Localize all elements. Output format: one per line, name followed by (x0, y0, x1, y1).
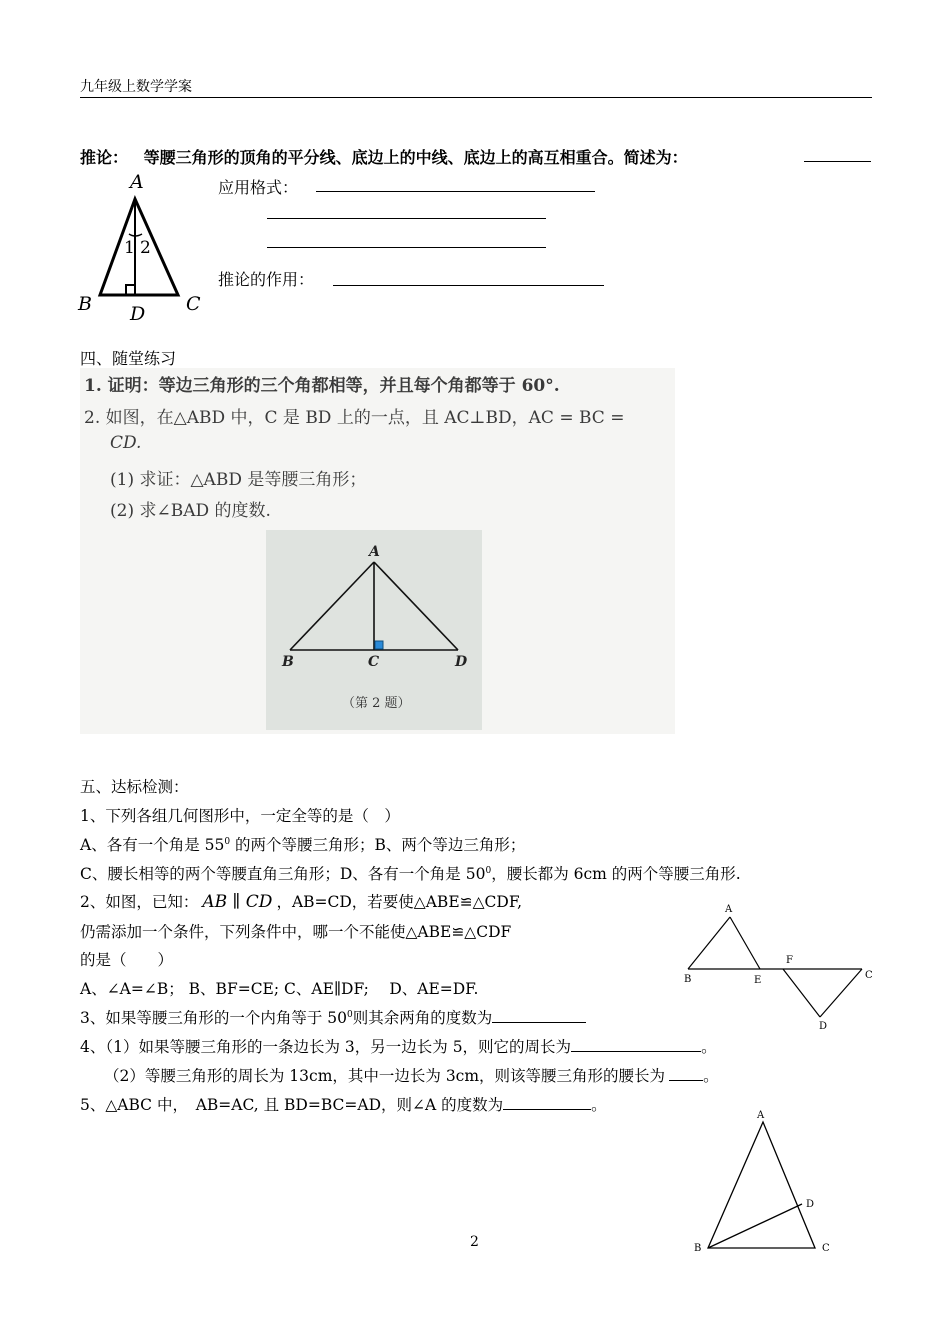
page-number: 2 (470, 1234, 479, 1250)
test-q4-1: 4、（1）如果等腰三角形的一条边长为 3，另一边长为 5，则它的周长为 。 (80, 1038, 717, 1056)
fig-label-b: B (282, 654, 294, 670)
q3-blank (492, 1008, 586, 1023)
test-q2-line2: 仍需添加一个条件，下列条件中，哪一个不能使△ABE≌△CDF (80, 923, 512, 941)
effect-label: 推论的作用： (218, 270, 315, 289)
fig2-label-f: F (786, 955, 793, 966)
q4-2-blank (669, 1066, 703, 1081)
header-rule (80, 97, 872, 98)
practice-q2-line2: CD. (110, 433, 142, 453)
segment-ae (730, 917, 760, 969)
fig2-label-c: C (865, 970, 873, 981)
test-q1-options-ab: A、各有一个角是 $55^0$ 的两个等腰三角形；B、两个等边三角形； (80, 836, 526, 854)
fig3-label-d: D (806, 1199, 815, 1210)
effect-blank (333, 285, 604, 286)
practice-q2-sub2: (2) 求∠BAD 的度数. (110, 501, 271, 521)
fig-caption: （第 2 题） (342, 696, 411, 711)
segment-bd (708, 1204, 802, 1248)
q4-1-blank (571, 1037, 701, 1052)
corollary-blank (804, 161, 871, 162)
section5-title: 五、达标检测： (80, 778, 189, 796)
fig2-label-d: D (819, 1021, 828, 1032)
corollary-text: 等腰三角形的顶角的平分线、底边上的中线、底边上的高互相重合。简述为： (143, 148, 688, 167)
label-angle-1: 1 (124, 238, 135, 258)
q5-blank (503, 1095, 591, 1110)
fig3-label-a: A (757, 1110, 765, 1121)
segment-fd (783, 969, 820, 1017)
segment-ad (374, 562, 458, 650)
segment-ab (290, 562, 374, 650)
segment-ab (688, 917, 730, 969)
right-angle-mark (375, 641, 383, 649)
fig3-label-b: B (694, 1243, 702, 1254)
format-blank-3 (267, 247, 546, 248)
fig-label-c: C (368, 654, 380, 670)
test-q1: 1、下列各组几何图形中，一定全等的是（ ） (80, 807, 400, 825)
label-b: B (78, 293, 92, 315)
label-a: A (130, 171, 144, 193)
page-header-title: 九年级上数学学案 (80, 79, 192, 95)
format-blank-2 (267, 218, 546, 219)
practice-q2-line1: 2. 如图，在△ABD 中，C 是 BD 上的一点，且 AC⊥BD，AC = BC = (84, 408, 625, 428)
practice-q1: 1. 证明：等边三角形的三个角都相等，并且每个角都等于 60°. (84, 376, 560, 396)
test-q5: 5、△ABC 中， AB=AC, 且 BD=BC=AD，则∠A 的度数为 。 (80, 1096, 607, 1114)
segment-cd (820, 969, 862, 1017)
format-blank-1 (316, 191, 595, 192)
test-q4-2: （2）等腰三角形的周长为 13cm，其中一边长为 3cm，则该等腰三角形的腰长为 。 (104, 1067, 719, 1085)
format-label: 应用格式： (218, 178, 299, 197)
test-q3: 3、如果等腰三角形的一个内角等于 $50^0$则其余两角的度数为 (80, 1006, 586, 1028)
corollary-line (80, 145, 688, 168)
congruent-triangles-figure (680, 900, 880, 1035)
test-q2-math: AB ∥ CD (202, 892, 273, 912)
test-q2-line3: 的是（ ） (80, 951, 174, 969)
label-c: C (186, 293, 201, 315)
fig-label-d: D (455, 654, 468, 670)
label-angle-2: 2 (140, 238, 151, 258)
triangle-bd-figure (688, 1105, 848, 1260)
label-d: D (130, 303, 146, 325)
fig3-label-c: C (822, 1243, 830, 1254)
test-q1-options-cd: C、腰长相等的两个等腰直角三角形；D、各有一个角是 $50^0$，腰长都为 6cm 的两个等腰三角形. (80, 865, 741, 883)
practice-figure (266, 530, 482, 730)
practice-q2-sub1: (1) 求证：△ABD 是等腰三角形； (110, 470, 367, 490)
fig2-label-b: B (684, 974, 692, 985)
fig2-label-e: E (754, 975, 762, 986)
isosceles-triangle-figure (74, 168, 214, 328)
test-q2-options: A、∠A=∠B； B、BF=CE; C、AE∥DF; D、AE=DF. (80, 980, 479, 998)
corollary-label: 推论： (80, 148, 129, 167)
triangle-abc (708, 1122, 815, 1248)
test-q2-line1: 2、如图，已知： AB ∥ CD ，AB=CD，若要使△ABE≌△CDF, (80, 892, 523, 912)
triangle-abc (100, 199, 178, 295)
section4-title: 四、随堂练习 (80, 349, 177, 368)
fig2-label-a: A (725, 904, 733, 915)
practice-scan (80, 368, 675, 734)
fig-label-a: A (369, 544, 380, 560)
